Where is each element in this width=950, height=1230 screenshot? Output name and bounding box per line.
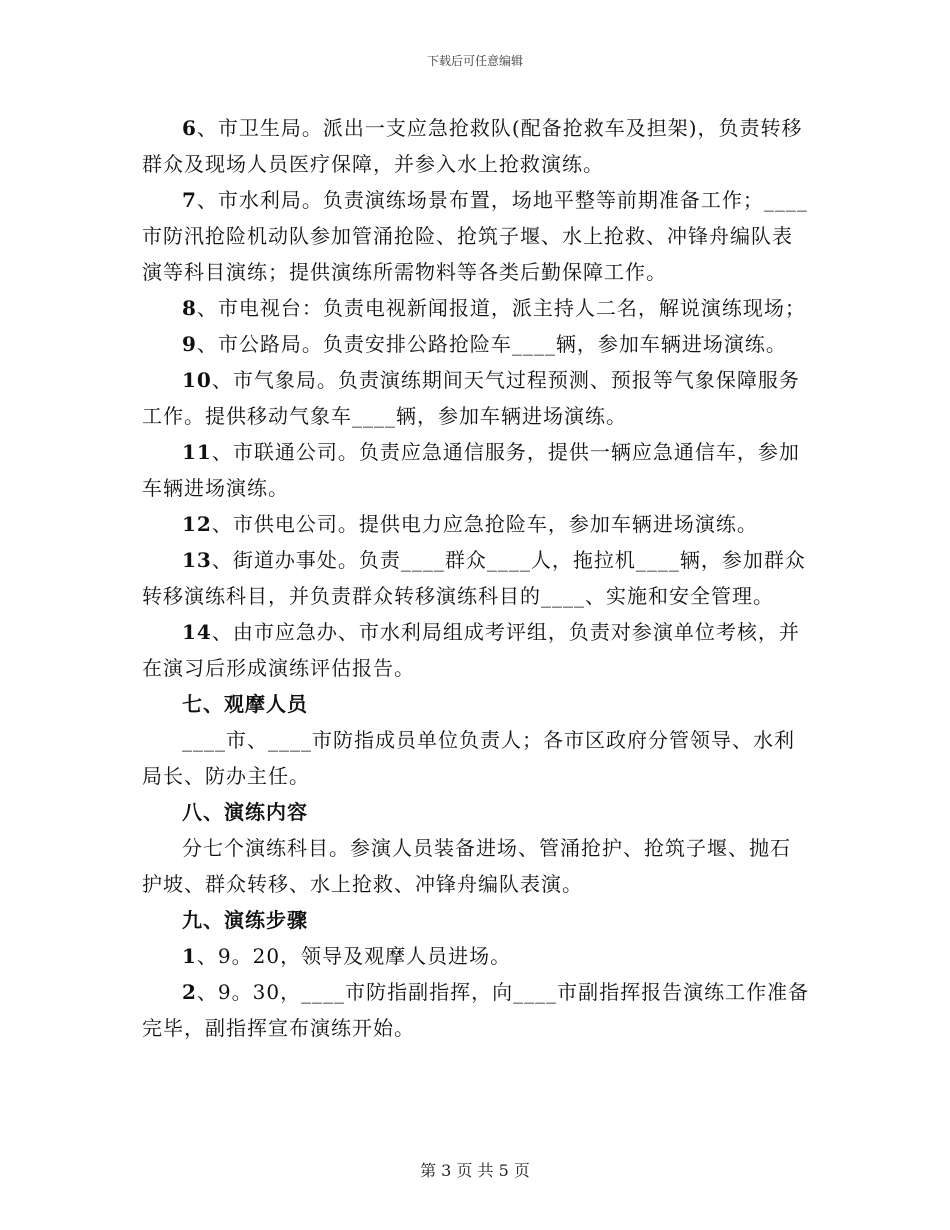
document-body (142, 110, 810, 1046)
list-item (142, 290, 810, 326)
list-item (142, 110, 810, 182)
step-text: 、9。20，领导及观摩人员进场。 (196, 944, 512, 968)
item-number: 13 (182, 548, 212, 572)
item-number: 8 (182, 296, 197, 320)
item-number: 6 (182, 116, 197, 140)
item-number: 9 (182, 332, 197, 356)
list-item (142, 506, 810, 542)
item-text: 、市供电公司。提供电力应急抢险车，参加车辆进场演练。 (211, 512, 758, 536)
section-heading-observers: 七、观摩人员 (182, 692, 308, 716)
page-header: 下载后可任意编辑 (426, 54, 523, 68)
section-heading-steps: 九、演练步骤 (182, 908, 308, 932)
step-text: 、9。30，____市防指副指挥，向____市副指挥报告演练工作准备完毕，副指挥宣布演练开始。 (142, 980, 810, 1040)
section-heading-content: 八、演练内容 (182, 800, 308, 824)
list-item (142, 542, 810, 614)
list-item (142, 182, 810, 290)
item-text: 、市公路局。负责安排公路抢险车____辆，参加车辆进场演练。 (196, 332, 787, 356)
item-text: 、市水利局。负责演练场景布置，场地平整等前期准备工作；____市防汛抢险机动队参加管涌抢险、抢筑子堰、水上抢救、冲锋舟编队表演等科目演练；提供演练所需物料等各类后勤保障工作。 (142, 188, 808, 284)
list-item (142, 362, 810, 434)
list-item (142, 434, 810, 506)
step-number: 1 (182, 944, 197, 968)
item-number: 12 (182, 512, 212, 536)
item-number: 7 (182, 188, 197, 212)
list-item (142, 326, 810, 362)
item-number: 11 (182, 440, 212, 464)
item-number: 10 (182, 368, 212, 392)
item-text: 、街道办事处。负责____群众____人，拖拉机____辆，参加群众转移演练科目，并负责群众转移演练科目的____、实施和安全管理。 (142, 548, 806, 608)
page-footer: 第 3 页 共 5 页 (420, 1161, 530, 1180)
step-number: 2 (182, 980, 197, 1004)
item-text: 、市联通公司。负责应急通信服务，提供一辆应急通信车，参加车辆进场演练。 (142, 440, 800, 500)
step-item (142, 938, 810, 974)
step-item (142, 974, 810, 1046)
section-body-content: 分七个演练科目。参演人员装备进场、管涌抢护、抢筑子堰、抛石护坡、群众转移、水上抢救、冲锋舟编队表演。 (142, 836, 791, 896)
item-number: 14 (182, 620, 212, 644)
item-text: 、市电视台：负责电视新闻报道，派主持人二名，解说演练现场； (196, 296, 806, 320)
section-body-observers: ____市、____市防指成员单位负责人；各市区政府分管领导、水利局长、防办主任。 (142, 728, 795, 788)
list-item (142, 614, 810, 686)
item-text: 、市气象局。负责演练期间天气过程预测、预报等气象保障服务工作。提供移动气象车____辆，参加车辆进场演练。 (142, 368, 800, 428)
item-text: 、由市应急办、市水利局组成考评组，负责对参演单位考核，并在演习后形成演练评估报告。 (142, 620, 800, 680)
item-text: 、市卫生局。派出一支应急抢救队(配备抢救车及担架)，负责转移群众及现场人员医疗保障，并参入水上抢救演练。 (142, 116, 803, 176)
